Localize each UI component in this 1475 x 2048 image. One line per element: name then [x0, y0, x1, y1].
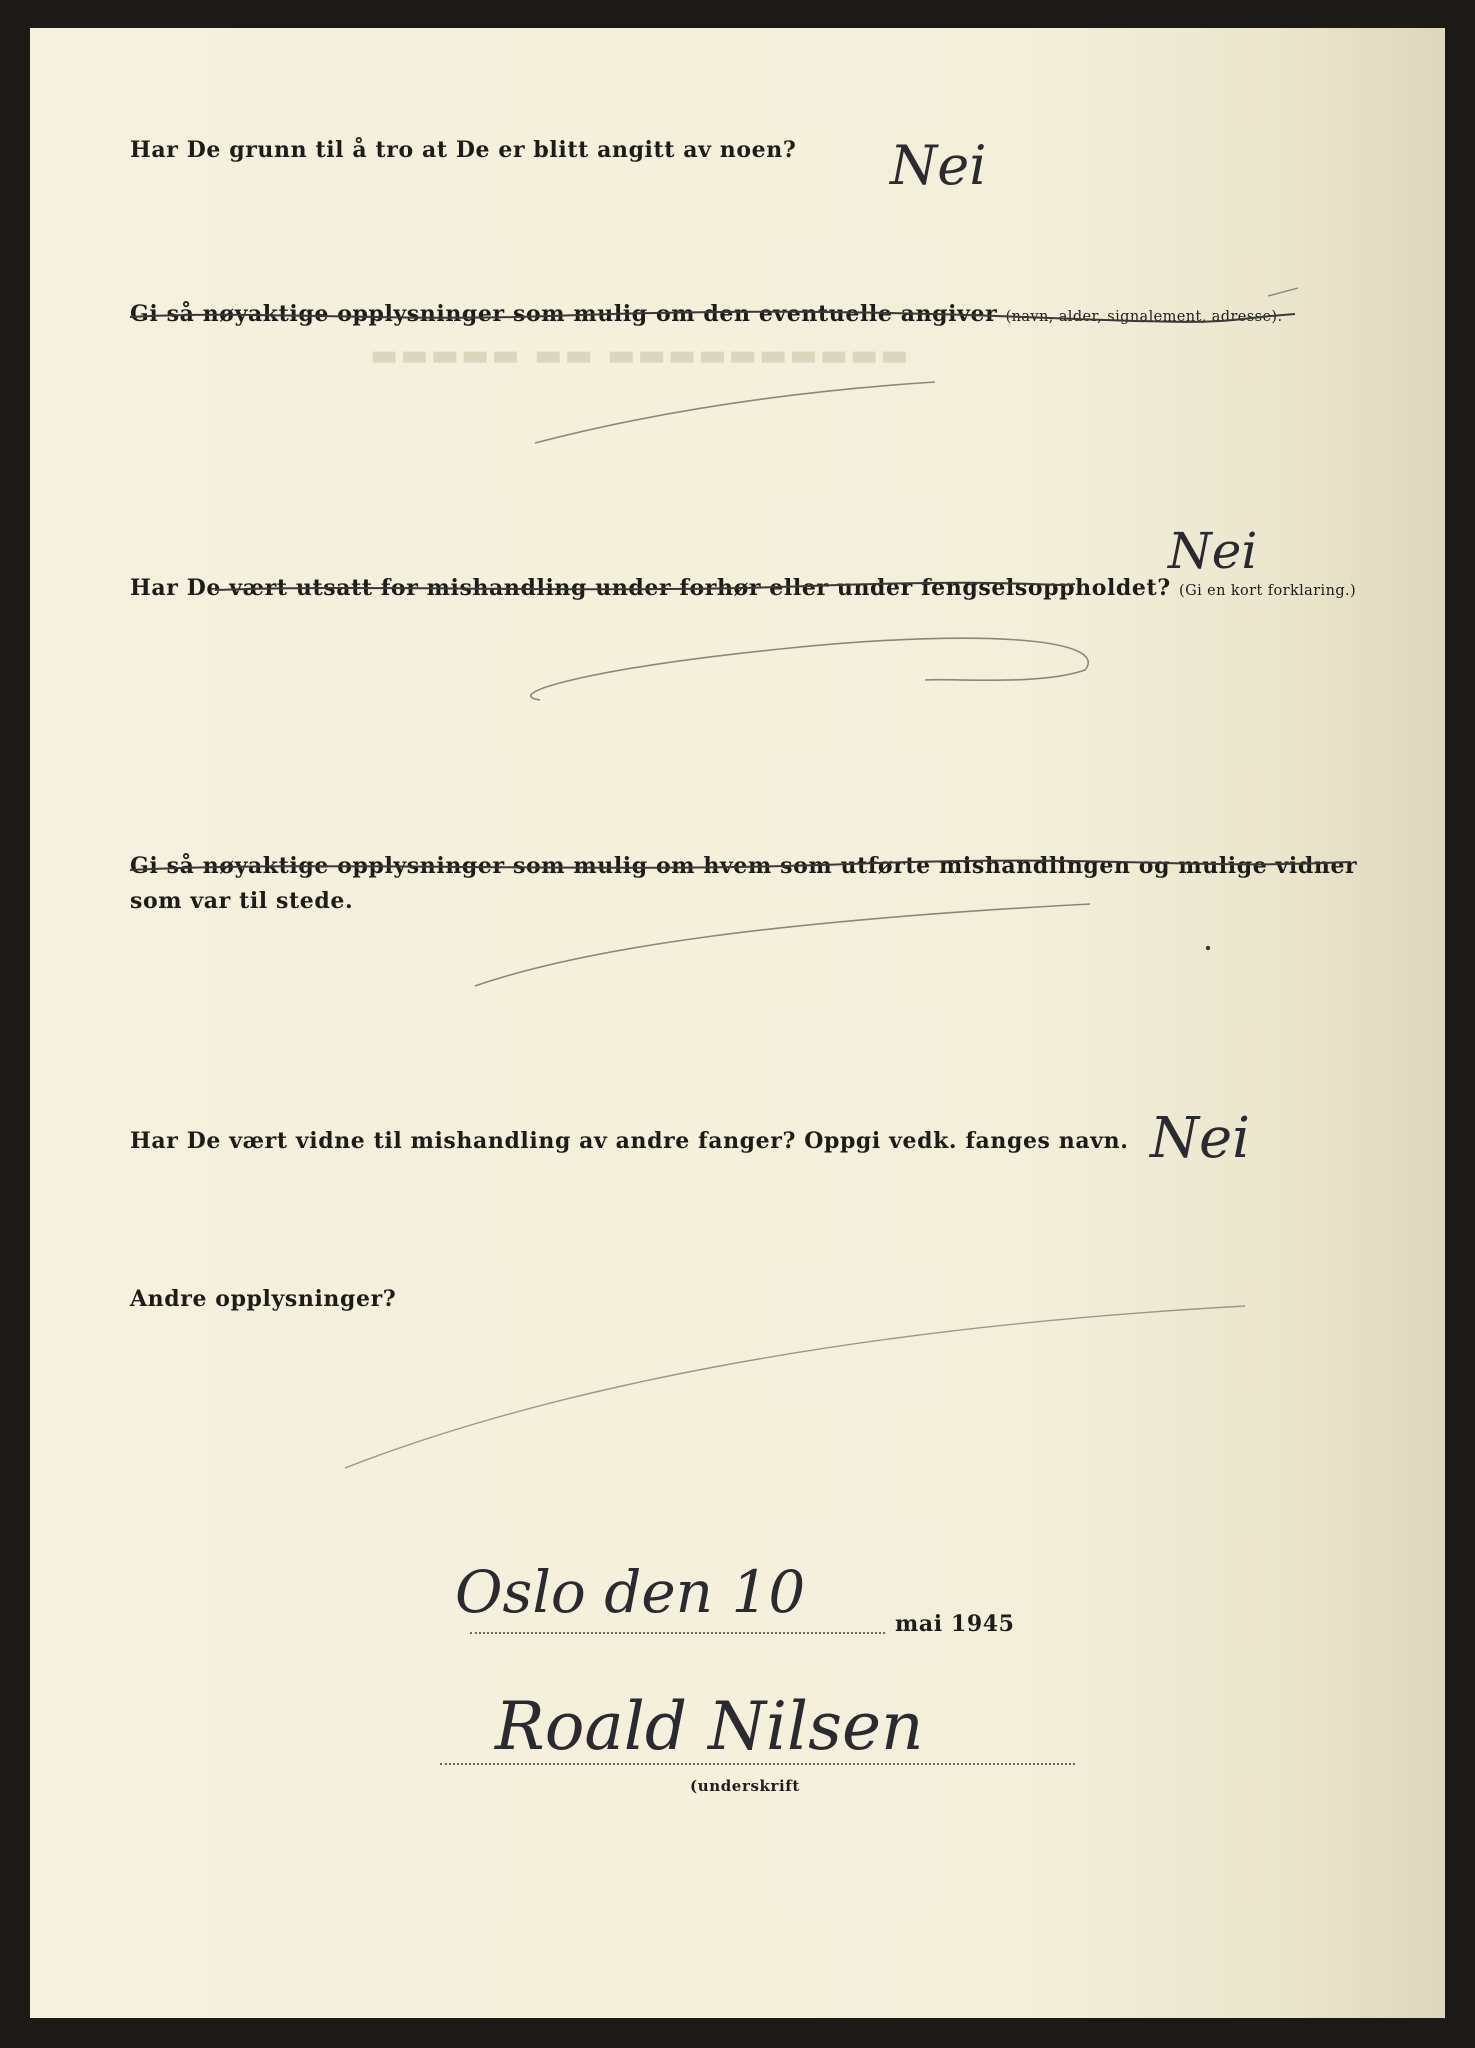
answer-5-handwritten: Nei: [1150, 1106, 1251, 1171]
document-page: [30, 28, 1445, 2018]
signature-handwritten: Roald Nilsen: [495, 1688, 924, 1765]
strike-question-3: [215, 583, 1075, 590]
question-2-note: (navn, alder, signalement, adresse).: [1005, 309, 1283, 325]
pencil-dot: [1206, 946, 1210, 950]
answer-3-handwritten: Nei: [1168, 522, 1258, 580]
pencil-strokes-layer: [30, 28, 1445, 2018]
question-3-text: Har De vært utsatt for mishandling under forhør eller under fengselsoppholdet?: [130, 575, 1171, 601]
strike-question-4: [130, 861, 1350, 870]
show-through-mark: ▬▬▬▬▬ ▬▬ ▬▬▬▬▬▬▬▬▬▬: [370, 338, 911, 373]
question-2-text: Gi så nøyaktige opplysninger som mulig om den eventuelle angiver: [130, 301, 998, 327]
question-1: Har De grunn til å tro at De er blitt angitt av noen?: [130, 137, 797, 163]
cancel-tick: [1268, 288, 1298, 296]
date-month-year: mai 1945: [895, 1611, 1015, 1637]
cancel-line-3: [475, 904, 1090, 986]
cancel-line-1: [535, 382, 935, 443]
cancel-line-2: [531, 638, 1089, 700]
place-date-handwritten: Oslo den 10: [455, 1558, 806, 1626]
question-4-line-2: som var til stede.: [130, 888, 354, 914]
answer-1-handwritten: Nei: [890, 134, 987, 197]
question-5: Har De vært vidne til mishandling av andre fanger? Oppgi vedk. fanges navn.: [130, 1128, 1129, 1154]
question-3-note: (Gi en kort forklaring.): [1179, 583, 1357, 599]
strike-question-2: [130, 312, 1295, 322]
question-6: Andre opplysninger?: [130, 1286, 397, 1312]
signature-label: (underskrift: [690, 1777, 800, 1795]
question-4-line-1: Gi så nøyaktige opplysninger som mulig om hvem som utførte mishandlingen og mulige vidner: [130, 853, 1358, 879]
cancel-line-4: [345, 1306, 1245, 1468]
